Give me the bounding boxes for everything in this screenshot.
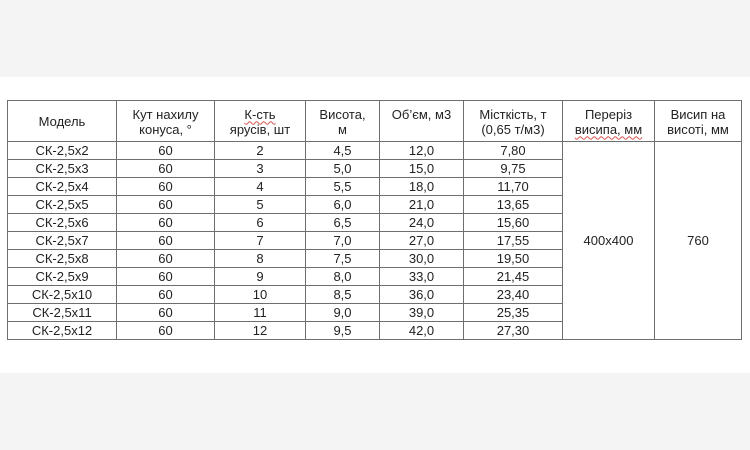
cell-height: 7,0 [306,232,380,250]
cell-model: СК-2,5х10 [8,286,117,304]
cell-model: СК-2,5х11 [8,304,117,322]
cell-tiers: 3 [215,160,306,178]
cell-volume: 12,0 [380,142,464,160]
cell-volume: 42,0 [380,322,464,340]
cell-tiers: 5 [215,196,306,214]
cell-model: СК-2,5х4 [8,178,117,196]
cell-angle: 60 [117,232,215,250]
cell-tiers: 9 [215,268,306,286]
cell-capacity: 13,65 [464,196,563,214]
cell-section-merged: 400х400 [563,142,655,340]
cell-tiers: 7 [215,232,306,250]
cell-capacity: 11,70 [464,178,563,196]
cell-volume: 27,0 [380,232,464,250]
cell-height: 4,5 [306,142,380,160]
cell-height: 7,5 [306,250,380,268]
cell-angle: 60 [117,196,215,214]
cell-tiers: 6 [215,214,306,232]
cell-model: СК-2,5х12 [8,322,117,340]
cell-angle: 60 [117,268,215,286]
silo-spec-table [7,100,742,340]
cell-height: 6,5 [306,214,380,232]
cell-volume: 33,0 [380,268,464,286]
cell-model: СК-2,5х9 [8,268,117,286]
cell-height: 8,5 [306,286,380,304]
cell-volume: 21,0 [380,196,464,214]
header-angle: Кут нахилу конуса, ° [117,101,215,142]
cell-height: 9,0 [306,304,380,322]
document-sheet [0,77,750,373]
header-row [8,101,742,142]
cell-capacity: 27,30 [464,322,563,340]
cell-angle: 60 [117,322,215,340]
cell-capacity: 17,55 [464,232,563,250]
cell-capacity: 15,60 [464,214,563,232]
cell-angle: 60 [117,178,215,196]
cell-capacity: 25,35 [464,304,563,322]
cell-model: СК-2,5х3 [8,160,117,178]
table-row [8,142,742,160]
cell-angle: 60 [117,214,215,232]
cell-tiers: 10 [215,286,306,304]
cell-angle: 60 [117,250,215,268]
header-model: Модель [8,101,117,142]
header-capacity: Місткість, т (0,65 т/м3) [464,101,563,142]
cell-tiers: 4 [215,178,306,196]
header-height: Висота, м [306,101,380,142]
cell-tiers: 12 [215,322,306,340]
cell-model: СК-2,5х8 [8,250,117,268]
cell-model: СК-2,5х6 [8,214,117,232]
cell-model: СК-2,5х7 [8,232,117,250]
cell-tiers: 11 [215,304,306,322]
header-tiers: К-сть ярусів, шт [215,101,306,142]
cell-height: 5,0 [306,160,380,178]
cell-tiers: 2 [215,142,306,160]
cell-volume: 30,0 [380,250,464,268]
cell-capacity: 19,50 [464,250,563,268]
cell-volume: 36,0 [380,286,464,304]
header-outlet: Висип на висоті, мм [655,101,742,142]
cell-height: 6,0 [306,196,380,214]
cell-volume: 15,0 [380,160,464,178]
cell-model: СК-2,5х2 [8,142,117,160]
cell-volume: 39,0 [380,304,464,322]
header-section: Переріз висипа, мм [563,101,655,142]
cell-outlet-merged: 760 [655,142,742,340]
cell-capacity: 23,40 [464,286,563,304]
cell-height: 5,5 [306,178,380,196]
cell-height: 9,5 [306,322,380,340]
header-volume: Об’єм, м3 [380,101,464,142]
cell-model: СК-2,5х5 [8,196,117,214]
cell-capacity: 21,45 [464,268,563,286]
cell-angle: 60 [117,304,215,322]
cell-angle: 60 [117,160,215,178]
cell-tiers: 8 [215,250,306,268]
cell-volume: 18,0 [380,178,464,196]
cell-height: 8,0 [306,268,380,286]
cell-capacity: 9,75 [464,160,563,178]
cell-angle: 60 [117,142,215,160]
cell-capacity: 7,80 [464,142,563,160]
cell-angle: 60 [117,286,215,304]
cell-volume: 24,0 [380,214,464,232]
